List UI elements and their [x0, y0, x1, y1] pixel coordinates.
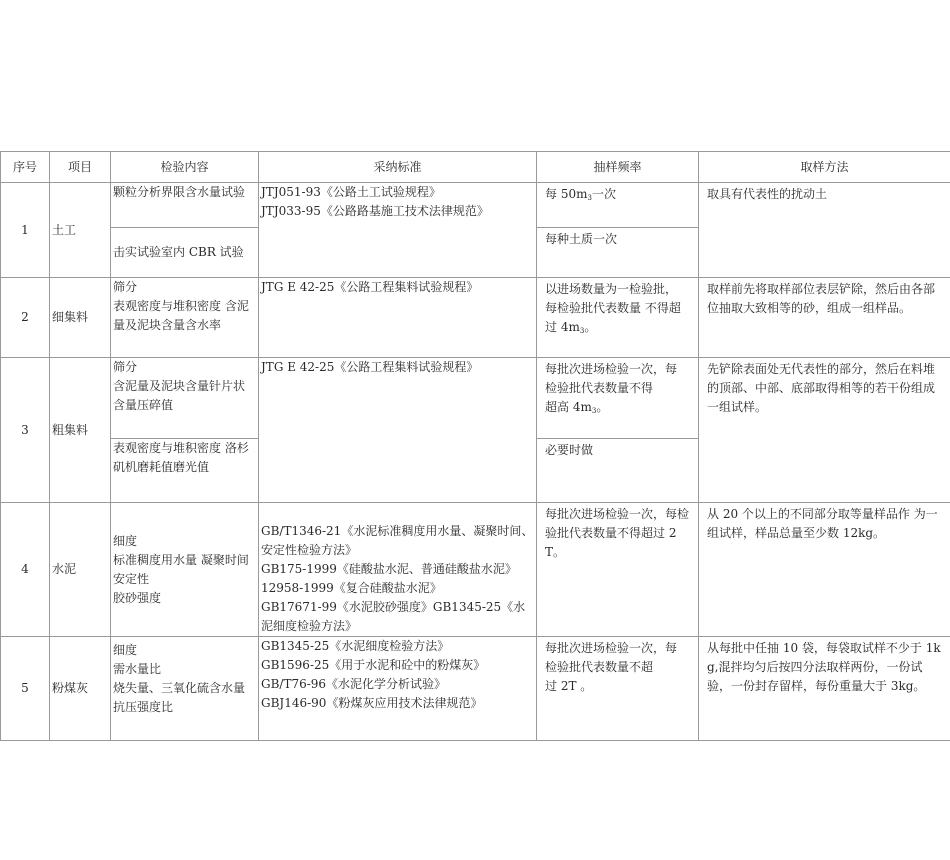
header-standard: 采纳标准: [259, 152, 537, 183]
header-frequency: 抽样频率: [537, 152, 699, 183]
freq-text: 过 4m: [545, 320, 580, 334]
freq-text: 超高 4m: [545, 400, 592, 414]
table-row: [1, 503, 950, 637]
row-seq: 2: [1, 278, 50, 358]
row-content: [111, 228, 259, 278]
inspection-table-container: [0, 151, 950, 741]
row-content: [111, 278, 259, 358]
row-item: 土工: [50, 183, 111, 278]
freq-text: 。: [584, 320, 597, 334]
standard-line: JTJ033-95《公路路基施工技术法律规范》: [261, 204, 489, 218]
row-standard: [259, 358, 537, 503]
freq-text: 一次: [591, 187, 616, 201]
row-frequency: 每种土质一次: [537, 228, 699, 278]
header-seq: 序号: [1, 152, 50, 183]
content-line: 击实试验室内 CBR 试验: [113, 245, 244, 259]
freq-line: 检验批代表数量不超: [545, 660, 654, 674]
row-method: 先铲除表面处无代表性的部分，然后在料堆的顶部、中部、底部取得相等的若干份组成一组试样。: [699, 358, 950, 503]
freq-line: 以进场数量为一检验批，: [545, 282, 678, 296]
row-content: [111, 439, 259, 503]
standard-line: GB/T76-96《水泥化学分析试验》: [261, 677, 447, 691]
freq-line: 过 2T 。: [545, 679, 593, 693]
row-standard: [259, 278, 537, 358]
table-row: [1, 278, 950, 358]
standard-line: GBJ146-90《粉煤灰应用技术法律规范》: [261, 696, 483, 710]
header-item: 项目: [50, 152, 111, 183]
row-item: 粗集料: [50, 358, 111, 503]
standard-line: GB17671-99《水泥胶砂强度》GB1345-25《水泥细度检验方法》: [261, 600, 526, 633]
row-method: 取具有代表性的扰动土: [699, 183, 950, 278]
row-standard: [259, 637, 537, 741]
standard-line: GB175-1999《硅酸盐水泥、普通硅酸盐水泥》: [261, 562, 517, 576]
freq-line: 检验批代表数量不得: [545, 381, 654, 395]
content-line: 筛分: [113, 360, 138, 374]
row-frequency: [537, 637, 699, 741]
table-row: [1, 637, 950, 741]
row-standard: [259, 503, 537, 637]
row-content: [111, 503, 259, 637]
standard-line: GB1345-25《水泥细度检验方法》: [261, 639, 450, 653]
freq-line: 每批次进场检验一次，每: [545, 362, 678, 376]
content-line: 筛分: [113, 280, 138, 294]
header-method: 取样方法: [699, 152, 950, 183]
standard-line: GB/T1346-21《水泥标准稠度用水量、凝聚时间、安定性检验方法》: [261, 524, 534, 557]
content-line: 需水量比: [113, 662, 162, 676]
content-line: 细度: [113, 643, 138, 657]
row-method: 从 20 个以上的不同部分取等量样品作 为一组试样，样品总量至少数 12kg。: [699, 503, 950, 637]
row-content: [111, 183, 259, 228]
standard-line: JTG E 42-25《公路工程集料试验规程》: [261, 280, 479, 294]
content-line: 含泥量及泥块含量针片状含量压碎值: [113, 379, 246, 412]
row-item: 细集料: [50, 278, 111, 358]
content-line: 表观密度与堆积密度 含泥: [113, 299, 249, 313]
row-method: 取样前先将取样部位表层铲除，然后由各部位抽取大致相等的砂，组成一组样品。: [699, 278, 950, 358]
standard-line: JTJ051-93《公路土工试验规程》: [261, 185, 441, 199]
standard-line: 12958-1999《复合硅酸盐水泥》: [261, 581, 442, 595]
row-frequency: [537, 358, 699, 439]
content-line: 安定性: [113, 571, 150, 586]
content-line: 胶砂强度: [113, 590, 162, 605]
row-method: 从每批中任抽 10 袋，每袋取试样不少于 1kg,混拌均匀后按四分法取样两份，一份试验，一份封存留样，每份重量大于 3kg。: [699, 637, 950, 741]
freq-line: 每批次进场检验一次，每: [545, 641, 678, 655]
row-seq: 1: [1, 183, 50, 278]
row-item: 粉煤灰: [50, 637, 111, 741]
inspection-table: [0, 151, 950, 741]
row-item: 水泥: [50, 503, 111, 637]
freq-text: 每 50m: [545, 187, 588, 201]
row-seq: 4: [1, 503, 50, 637]
table-row: [1, 183, 950, 228]
content-line: 颗粒分析界限含水量试验: [113, 185, 246, 199]
row-seq: 5: [1, 637, 50, 741]
freq-line: [545, 398, 692, 419]
content-line: 表观密度与堆积密度 洛杉矶机磨耗值磨光值: [113, 441, 249, 474]
content-line: 细度: [113, 533, 138, 548]
row-frequency: 必要时做: [537, 439, 699, 503]
freq-text: 。: [596, 400, 609, 414]
row-frequency: 每批次进场检验一次，每检验批代表数量不得超过 2T。: [537, 503, 699, 637]
row-content: [111, 637, 259, 741]
content-line: 标准稠度用水量 凝聚时间: [113, 552, 249, 567]
header-row: [1, 152, 950, 183]
content-line: 烧失量、三氧化硫含水量: [113, 681, 246, 695]
freq-superscript: 3: [587, 194, 592, 202]
standard-line: JTG E 42-25《公路工程集料试验规程》: [261, 360, 479, 374]
freq-superscript: 3: [591, 407, 597, 415]
table-row: [1, 358, 950, 439]
row-standard: [259, 183, 537, 278]
row-content: [111, 358, 259, 439]
freq-line: 每检验批代表数量 不得超: [545, 301, 681, 315]
freq-superscript: 3: [579, 327, 585, 335]
content-line: 抗压强度比: [113, 700, 174, 714]
freq-line: [545, 318, 692, 339]
content-line: 量及泥块含量含水率: [113, 318, 222, 332]
row-seq: 3: [1, 358, 50, 503]
row-frequency: [537, 183, 699, 228]
standard-line: GB1596-25《用于水泥和砼中的粉煤灰》: [261, 658, 486, 672]
row-frequency: [537, 278, 699, 358]
header-content: 检验内容: [111, 152, 259, 183]
